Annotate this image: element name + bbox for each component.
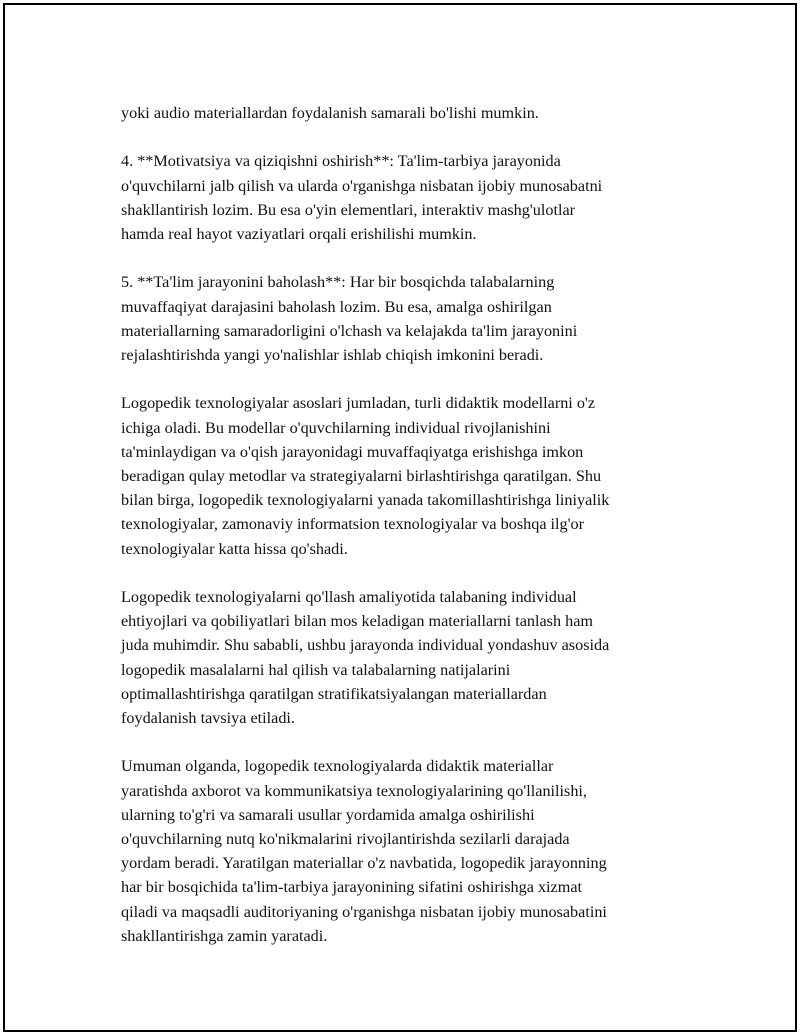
- text-line: bilan birga, logopedik texnologiyalarni yanada takomillashtirishga liniyalik: [121, 491, 610, 510]
- text-line: har bir bosqichida ta'lim-tarbiya jarayonining sifatini oshirishga xizmat: [121, 878, 582, 897]
- text-line: rejalashtirishda yangi yo'nalishlar ishlab chiqish imkonini beradi.: [121, 346, 544, 364]
- text-line: o'quvchilarning nutq ko'nikmalarini rivojlantirishda sezilarli darajada: [121, 830, 570, 849]
- text-line: muvaffaqiyat darajasini baholash lozim. Bu esa, amalga oshirilgan: [121, 297, 552, 316]
- text-line: hamda real hayot vaziyatlari orqali erishilishi mumkin.: [121, 225, 477, 243]
- text-line: o'quvchilarni jalb qilish va ularda o'rganishga nisbatan ijobiy munosabatni: [121, 176, 603, 195]
- text-line: yoki audio materiallardan foydalanish samarali bo'lishi mumkin.: [121, 104, 539, 122]
- text-line: Logopedik texnologiyalar asoslari jumladan, turli didaktik modellarni o'z: [121, 394, 596, 413]
- text-line: shakllantirishga zamin yaratadi.: [121, 926, 328, 945]
- text-line: optimallashtirishga qaratilgan stratifikatsiyalangan materiallardan: [121, 684, 547, 703]
- text-line: ichiga oladi. Bu modellar o'quvchilarning individual rivojlanishini: [121, 418, 551, 437]
- text-line: juda muhimdir. Shu sababli, ushbu jarayonda individual yondashuv asosida: [121, 636, 610, 655]
- paragraph: [121, 585, 681, 730]
- paragraph: [121, 754, 681, 948]
- text-line: 4. **Motivatsiya va qiziqishni oshirish**: Ta'lim-tarbiya jarayonida: [121, 152, 561, 171]
- paragraph: [121, 391, 681, 560]
- text-line: foydalanish tavsiya etiladi.: [121, 709, 295, 728]
- paragraph: [121, 101, 681, 125]
- text-line: texnologiyalar katta hissa qo'shadi.: [121, 539, 348, 558]
- document-body: [121, 101, 681, 972]
- text-line: qiladi va maqsadli auditoriyaning o'rganishga nisbatan ijobiy munosabatini: [121, 902, 607, 921]
- text-line: Umuman olganda, logopedik texnologiyalarda didaktik materiallar: [121, 757, 554, 776]
- page-frame: [3, 3, 797, 1032]
- text-line: ehtiyojlari va qobiliyatlari bilan mos keladigan materiallarni tanlash ham: [121, 612, 593, 631]
- text-line: materiallarning samaradorligini o'lchash va kelajakda ta'lim jarayonini: [121, 321, 578, 340]
- text-line: 5. **Ta'lim jarayonini baholash**: Har bir bosqichda talabalarning: [121, 273, 555, 292]
- text-line: ularning to'g'ri va samarali usullar yordamida amalga oshirilishi: [121, 805, 535, 824]
- text-line: shakllantirish lozim. Bu esa o'yin elementlari, interaktiv mashg'ulotlar: [121, 200, 576, 219]
- text-line: yaratishda axborot va kommunikatsiya texnologiyalarining qo'llanilishi,: [121, 781, 587, 800]
- text-line: ta'minlaydigan va o'qish jarayonidagi muvaffaqiyatga erishishga imkon: [121, 442, 584, 461]
- text-line: yordam beradi. Yaratilgan materiallar o'z navbatida, logopedik jarayonning: [121, 854, 607, 873]
- text-line: texnologiyalar, zamonaviy informatsion texnologiyalar va boshqa ilg'or: [121, 515, 585, 534]
- text-line: Logopedik texnologiyalarni qo'llash amaliyotida talabaning individual: [121, 588, 577, 606]
- text-line: logopedik masalalarni hal qilish va talabalarning natijalarini: [121, 660, 511, 679]
- paragraph: [121, 149, 681, 246]
- paragraph: [121, 270, 681, 367]
- text-line: beradigan qulay metodlar va strategiyalarni birlashtirishga qaratilgan. Shu: [121, 467, 602, 485]
